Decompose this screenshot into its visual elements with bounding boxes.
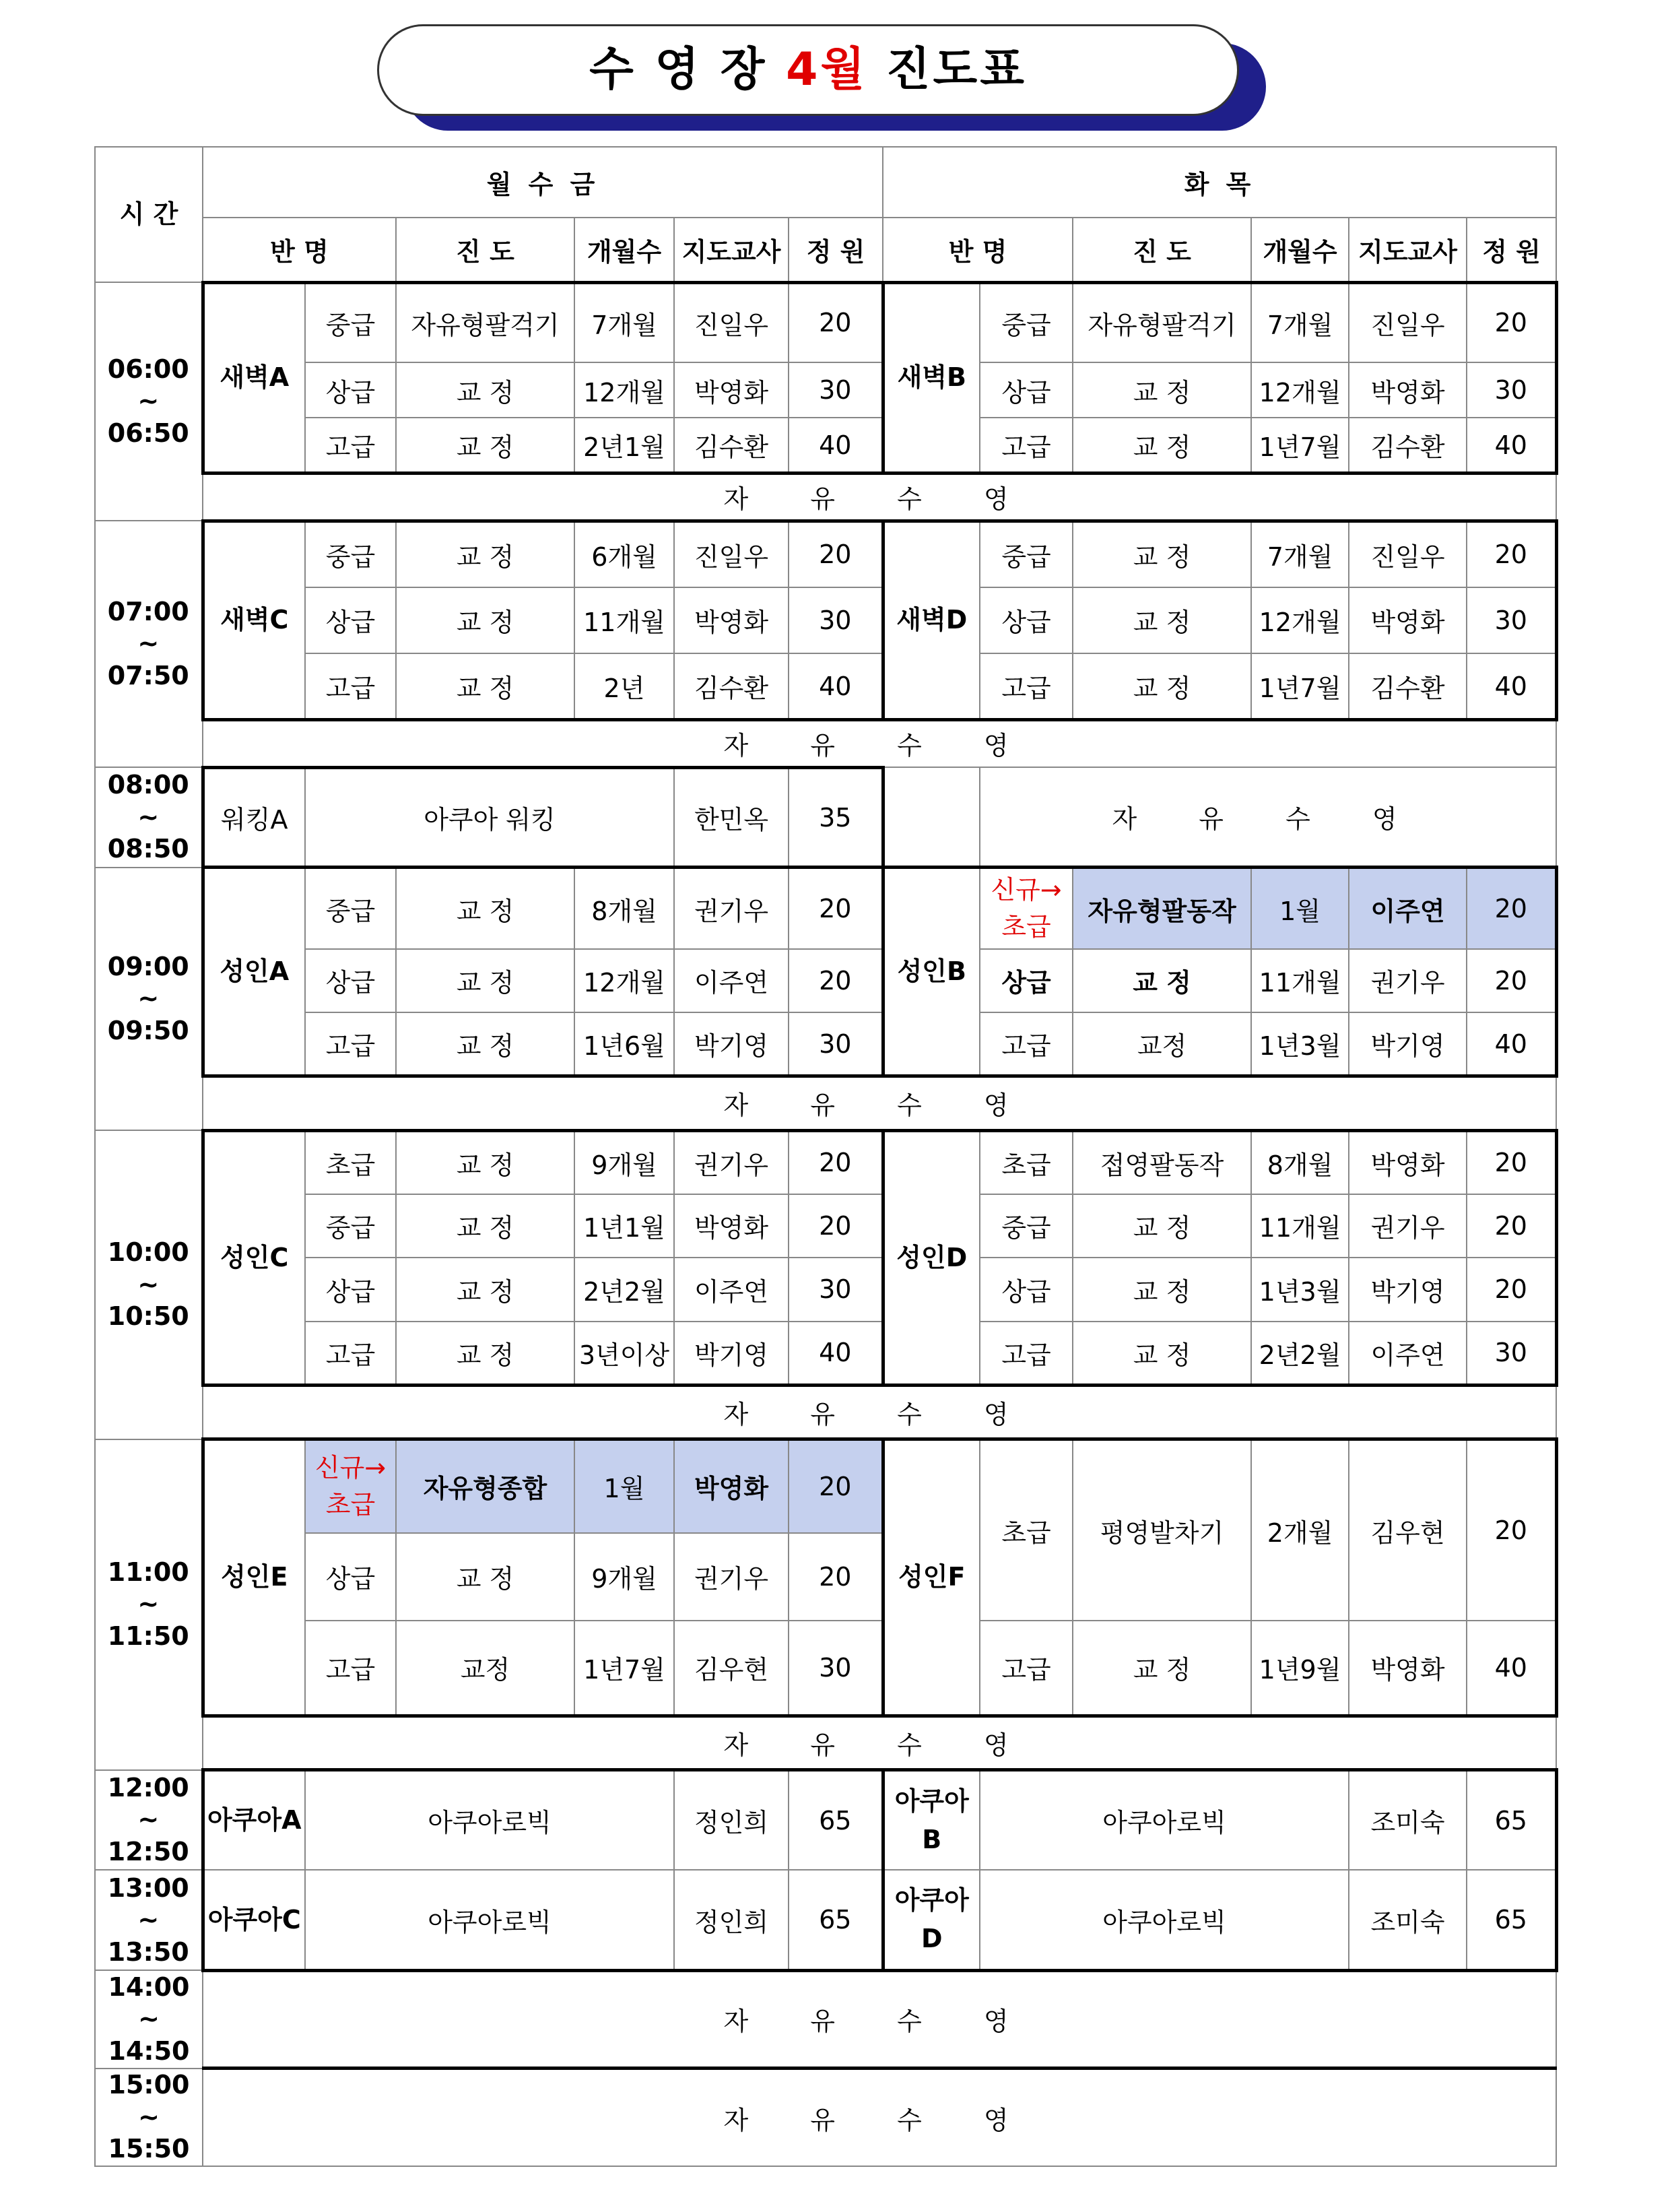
teacher: 박영화 (674, 587, 789, 654)
months: 1년1월 (574, 1194, 674, 1258)
free-swim: 자 유 수 영 (203, 720, 1556, 767)
capacity: 30 (789, 362, 883, 418)
capacity: 65 (1467, 1870, 1556, 1970)
teacher: 이주연 (674, 1258, 789, 1322)
progress: 교 정 (396, 1322, 574, 1386)
teacher: 정인희 (674, 1870, 789, 1970)
months: 2년1월 (574, 418, 674, 473)
level: 상급 (980, 949, 1073, 1013)
empty-cell (883, 767, 980, 868)
progress: 교 정 (396, 587, 574, 654)
teacher: 진일우 (1349, 521, 1467, 587)
months: 1년7월 (1251, 653, 1349, 720)
level (305, 1439, 396, 1533)
free-swim: 자 유 수 영 (203, 2069, 1556, 2167)
months: 1년3월 (1251, 1258, 1349, 1322)
teacher: 김우현 (1349, 1439, 1467, 1621)
free-swim: 자 유 수 영 (203, 474, 1556, 521)
teacher: 김수환 (1349, 418, 1467, 473)
class-name: 새벽D (883, 521, 980, 720)
class-name: 성인F (883, 1439, 980, 1716)
schedule-table (94, 146, 1558, 2167)
time-slot-1400: 14:00 ~ 14:50 (95, 1970, 203, 2068)
level: 고급 (980, 653, 1073, 720)
capacity: 30 (1467, 1322, 1556, 1386)
level: 상급 (980, 587, 1073, 654)
progress: 평영발차기 (1073, 1439, 1251, 1621)
level: 상급 (305, 362, 396, 418)
months: 9개월 (574, 1533, 674, 1621)
level: 상급 (305, 949, 396, 1013)
capacity: 40 (1467, 1012, 1556, 1076)
time-slot-0800: 08:00 ~ 08:50 (95, 767, 203, 868)
months: 3년이상 (574, 1322, 674, 1386)
level: 고급 (305, 1621, 396, 1716)
capacity: 40 (789, 1322, 883, 1386)
progress: 아쿠아로빅 (980, 1870, 1349, 1970)
header-teacher-tt: 지도교사 (1349, 218, 1467, 283)
level: 상급 (980, 1258, 1073, 1322)
progress: 접영팔동작 (1073, 1130, 1251, 1194)
header-months-tt: 개월수 (1251, 218, 1349, 283)
teacher: 박영화 (1349, 1130, 1467, 1194)
progress: 교 정 (396, 521, 574, 587)
progress: 교 정 (1073, 587, 1251, 654)
teacher: 권기우 (674, 868, 789, 949)
teacher: 박기영 (1349, 1258, 1467, 1322)
months: 9개월 (574, 1130, 674, 1194)
capacity: 20 (789, 521, 883, 587)
progress: 교 정 (1073, 418, 1251, 473)
capacity: 65 (789, 1870, 883, 1970)
months: 1년9월 (1251, 1621, 1349, 1716)
time-slot-1200: 12:00 ~ 12:50 (95, 1770, 203, 1871)
months: 7개월 (1251, 521, 1349, 587)
capacity: 20 (789, 1130, 883, 1194)
teacher: 진일우 (1349, 282, 1467, 362)
teacher: 박영화 (1349, 587, 1467, 654)
capacity: 30 (789, 1012, 883, 1076)
level (980, 868, 1073, 949)
months: 11개월 (1251, 949, 1349, 1013)
capacity: 20 (1467, 521, 1556, 587)
class-name: 아쿠아C (203, 1870, 305, 1970)
title-prefix: 수 영 장 (589, 43, 787, 96)
teacher: 권기우 (674, 1533, 789, 1621)
level: 고급 (980, 1322, 1073, 1386)
teacher: 조미숙 (1349, 1870, 1467, 1970)
capacity: 35 (789, 767, 883, 868)
level: 중급 (305, 1194, 396, 1258)
capacity: 20 (789, 868, 883, 949)
teacher: 김우현 (674, 1621, 789, 1716)
free-swim: 자 유 수 영 (203, 1385, 1556, 1439)
class-name: 성인C (203, 1130, 305, 1385)
months: 11개월 (1251, 1194, 1349, 1258)
level: 고급 (305, 418, 396, 473)
progress: 교 정 (1073, 653, 1251, 720)
level: 중급 (980, 1194, 1073, 1258)
time-slot-1500: 15:00 ~ 15:50 (95, 2069, 203, 2167)
teacher: 조미숙 (1349, 1770, 1467, 1871)
capacity: 40 (1467, 1621, 1556, 1716)
class-name: 아쿠아A (203, 1770, 305, 1871)
title-banner (377, 24, 1266, 132)
level: 고급 (305, 1322, 396, 1386)
capacity: 30 (1467, 587, 1556, 654)
teacher: 권기우 (674, 1130, 789, 1194)
capacity: 20 (789, 282, 883, 362)
time-slot-1100: 11:00 ~ 11:50 (95, 1439, 203, 1770)
capacity: 40 (1467, 653, 1556, 720)
new-marker: 신규→ (314, 1452, 387, 1483)
level: 고급 (305, 1012, 396, 1076)
time-slot-1000: 10:00 ~ 10:50 (95, 1130, 203, 1439)
progress: 아쿠아 워킹 (305, 767, 674, 868)
months: 8개월 (1251, 1130, 1349, 1194)
level-text: 초급 (1001, 912, 1051, 942)
progress: 교 정 (1073, 1194, 1251, 1258)
capacity: 20 (1467, 1258, 1556, 1322)
capacity: 20 (789, 1439, 883, 1533)
progress: 자유형팔걱기 (1073, 282, 1251, 362)
months: 12개월 (574, 362, 674, 418)
progress: 교정 (396, 1621, 574, 1716)
months: 1년6월 (574, 1012, 674, 1076)
progress: 교 정 (1073, 521, 1251, 587)
progress: 교 정 (396, 1012, 574, 1076)
free-swim: 자 유 수 영 (203, 1076, 1556, 1130)
teacher: 김수환 (674, 653, 789, 720)
capacity: 40 (1467, 418, 1556, 473)
teacher: 권기우 (1349, 1194, 1467, 1258)
level: 중급 (305, 282, 396, 362)
months: 12개월 (1251, 362, 1349, 418)
capacity: 40 (789, 418, 883, 473)
progress: 교 정 (1073, 1621, 1251, 1716)
capacity: 30 (789, 587, 883, 654)
class-name: 워킹A (203, 767, 305, 868)
header-progress-mwf: 진 도 (396, 218, 574, 283)
progress: 교 정 (1073, 949, 1251, 1013)
months: 2년2월 (574, 1258, 674, 1322)
teacher: 이주연 (674, 949, 789, 1013)
teacher: 권기우 (1349, 949, 1467, 1013)
teacher: 김수환 (674, 418, 789, 473)
level: 초급 (980, 1130, 1073, 1194)
teacher: 박기영 (674, 1012, 789, 1076)
level: 중급 (980, 521, 1073, 587)
free-swim: 자 유 수 영 (980, 767, 1556, 868)
capacity: 20 (1467, 1130, 1556, 1194)
teacher: 정인희 (674, 1770, 789, 1871)
progress: 아쿠아로빅 (305, 1770, 674, 1871)
time-slot-0600: 06:00 ~ 06:50 (95, 282, 203, 521)
class-name: 새벽B (883, 282, 980, 474)
title-month: 4월 (786, 43, 868, 96)
progress: 교 정 (396, 1130, 574, 1194)
progress: 교 정 (396, 418, 574, 473)
teacher: 박영화 (674, 362, 789, 418)
header-teacher-mwf: 지도교사 (674, 218, 789, 283)
class-name: 아쿠아 B (883, 1770, 980, 1871)
progress: 아쿠아로빅 (980, 1770, 1349, 1871)
progress: 교 정 (396, 362, 574, 418)
progress: 교 정 (1073, 362, 1251, 418)
class-name: 새벽C (203, 521, 305, 720)
capacity: 20 (1467, 868, 1556, 949)
free-swim: 자 유 수 영 (203, 1970, 1556, 2068)
teacher: 김수환 (1349, 653, 1467, 720)
time-slot-1300: 13:00 ~ 13:50 (95, 1870, 203, 1970)
level: 고급 (980, 418, 1073, 473)
capacity: 30 (1467, 362, 1556, 418)
free-swim: 자 유 수 영 (203, 1716, 1556, 1769)
level: 상급 (305, 587, 396, 654)
progress: 자유형팔동작 (1073, 868, 1251, 949)
level: 고급 (980, 1012, 1073, 1076)
capacity: 20 (1467, 282, 1556, 362)
progress: 교 정 (396, 1533, 574, 1621)
level: 상급 (305, 1533, 396, 1621)
progress: 교 정 (1073, 1258, 1251, 1322)
capacity: 40 (789, 653, 883, 720)
progress: 교 정 (396, 1194, 574, 1258)
level: 초급 (305, 1130, 396, 1194)
teacher: 이주연 (1349, 1322, 1467, 1386)
capacity: 20 (789, 1194, 883, 1258)
progress: 교 정 (396, 949, 574, 1013)
teacher: 박영화 (1349, 1621, 1467, 1716)
progress: 자유형종합 (396, 1439, 574, 1533)
header-months-mwf: 개월수 (574, 218, 674, 283)
class-name: 성인A (203, 868, 305, 1076)
header-capacity-mwf: 정 원 (789, 218, 883, 283)
capacity: 65 (789, 1770, 883, 1871)
title-suffix: 진도표 (867, 43, 1027, 96)
months: 1월 (1251, 868, 1349, 949)
teacher: 한민옥 (674, 767, 789, 868)
months: 8개월 (574, 868, 674, 949)
teacher: 박영화 (1349, 362, 1467, 418)
teacher: 이주연 (1349, 868, 1467, 949)
months: 11개월 (574, 587, 674, 654)
capacity: 20 (1467, 949, 1556, 1013)
time-slot-0900: 09:00 ~ 09:50 (95, 868, 203, 1130)
capacity: 30 (789, 1258, 883, 1322)
months: 1월 (574, 1439, 674, 1533)
capacity: 20 (1467, 1194, 1556, 1258)
time-slot-0700: 07:00 ~ 07:50 (95, 521, 203, 767)
teacher: 박기영 (1349, 1012, 1467, 1076)
capacity: 20 (789, 949, 883, 1013)
level: 중급 (305, 521, 396, 587)
header-class-tt: 반 명 (883, 218, 1073, 283)
class-name: 성인D (883, 1130, 980, 1385)
months: 1년7월 (574, 1621, 674, 1716)
capacity: 20 (1467, 1439, 1556, 1621)
new-marker: 신규→ (991, 874, 1062, 905)
months: 2개월 (1251, 1439, 1349, 1621)
progress: 교 정 (396, 1258, 574, 1322)
months: 1년7월 (1251, 418, 1349, 473)
months: 6개월 (574, 521, 674, 587)
capacity: 30 (789, 1621, 883, 1716)
progress: 아쿠아로빅 (305, 1870, 674, 1970)
header-tt: 화 목 (883, 147, 1556, 218)
months: 12개월 (1251, 587, 1349, 654)
header-mwf: 월 수 금 (203, 147, 883, 218)
header-time: 시 간 (95, 147, 203, 282)
progress: 교 정 (396, 653, 574, 720)
class-name: 성인E (203, 1439, 305, 1716)
progress: 교 정 (1073, 1322, 1251, 1386)
teacher: 박영화 (674, 1194, 789, 1258)
class-name: 성인B (883, 868, 980, 1076)
level: 상급 (980, 362, 1073, 418)
level: 중급 (305, 868, 396, 949)
page-title (377, 24, 1239, 116)
capacity: 65 (1467, 1770, 1556, 1871)
header-progress-tt: 진 도 (1073, 218, 1251, 283)
level: 초급 (980, 1439, 1073, 1621)
progress: 교정 (1073, 1012, 1251, 1076)
level: 상급 (305, 1258, 396, 1322)
class-name: 아쿠아 D (883, 1870, 980, 1970)
teacher: 진일우 (674, 521, 789, 587)
level: 중급 (980, 282, 1073, 362)
months: 2년2월 (1251, 1322, 1349, 1386)
months: 7개월 (1251, 282, 1349, 362)
class-name: 새벽A (203, 282, 305, 474)
level: 고급 (980, 1621, 1073, 1716)
teacher: 박영화 (674, 1439, 789, 1533)
teacher: 박기영 (674, 1322, 789, 1386)
months: 2년 (574, 653, 674, 720)
header-capacity-tt: 정 원 (1467, 218, 1556, 283)
months: 1년3월 (1251, 1012, 1349, 1076)
level: 고급 (305, 653, 396, 720)
capacity: 20 (789, 1533, 883, 1621)
months: 12개월 (574, 949, 674, 1013)
progress: 교 정 (396, 868, 574, 949)
progress: 자유형팔걱기 (396, 282, 574, 362)
months: 7개월 (574, 282, 674, 362)
level-text: 초급 (325, 1489, 376, 1520)
teacher: 진일우 (674, 282, 789, 362)
header-class-mwf: 반 명 (203, 218, 396, 283)
